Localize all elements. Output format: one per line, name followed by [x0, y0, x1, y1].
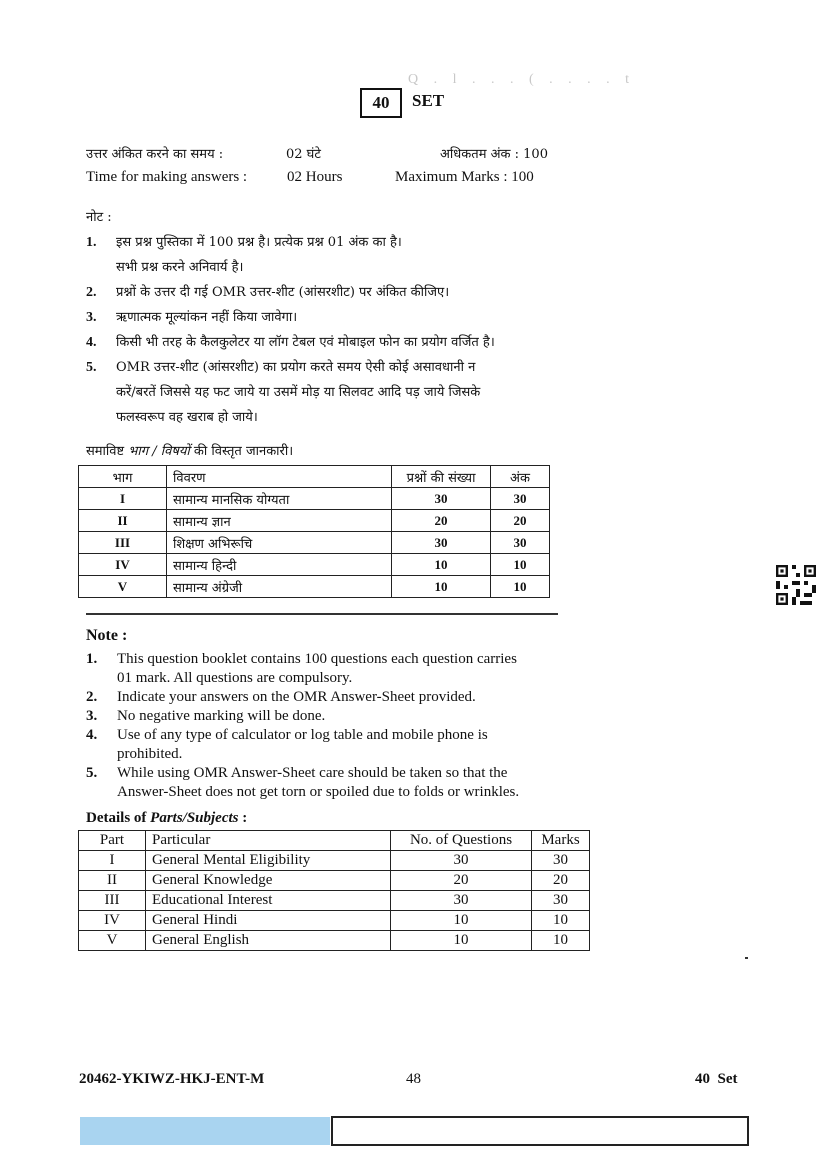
notes-list-en: [86, 650, 576, 802]
table-header: विवरण: [167, 466, 392, 488]
parts-table-en: [78, 830, 590, 951]
note-item-en: 3. No negative marking will be done.: [86, 708, 326, 724]
qr-code-icon: [776, 565, 816, 605]
table-row: II सामान्य ज्ञान 20 20: [79, 510, 550, 532]
paper-code: 20462-YKIWZ-HKJ-ENT-M: [79, 1071, 265, 1087]
faded-header-text: Q . l . . . ( . . . . t: [408, 72, 636, 87]
table-row: III Educational Interest 30 30: [79, 891, 590, 911]
note-item-en: 4. Use of any type of calculator or log table and mobile phone is: [86, 727, 488, 743]
note-item-en: 1. This question booklet contains 100 questions each question carries: [86, 651, 517, 667]
time-label-en: Time for making answers :: [86, 169, 248, 185]
note-item-hi: फलस्वरूप वह खराब हो जाये।: [116, 410, 258, 425]
footer-box: [331, 1116, 749, 1146]
footer-color-bar: [80, 1117, 330, 1145]
notes-title-hi: नोट :: [86, 210, 112, 225]
time-label-hi: उत्तर अंकित करने का समय :: [86, 147, 224, 162]
note-item-hi: 3. ऋणात्मक मूल्यांकन नहीं किया जावेगा।: [86, 310, 298, 325]
time-value-en: 02 Hours: [287, 169, 343, 185]
set-label: SET: [412, 91, 445, 110]
notes-list-hi: [86, 230, 586, 430]
note-item-hi: 4. किसी भी तरह के कैलकुलेटर या लॉग टेबल एवं मोबाइल फोन का प्रयोग वर्जित है।: [86, 335, 495, 350]
table-header: भाग: [79, 466, 167, 488]
note-item-en: Answer-Sheet does not get torn or spoiled due to folds or wrinkles.: [117, 784, 520, 800]
table-header: अंक: [491, 466, 550, 488]
table-header-row: [79, 831, 590, 851]
note-item-hi: 1. इस प्रश्न पुस्तिका में 100 प्रश्न है। प्रत्येक प्रश्न 01 अंक का है।: [86, 235, 402, 250]
section-divider: [86, 613, 558, 615]
page-number: 48: [406, 1071, 421, 1087]
table-row: I सामान्य मानसिक योग्यता 30 30: [79, 488, 550, 510]
details-heading-en: Details of Parts/Subjects :: [86, 810, 248, 826]
table-row: V सामान्य अंग्रेजी 10 10: [79, 576, 550, 598]
note-item-hi: 2. प्रश्नों के उत्तर दी गई OMR उत्तर-शीट (आंसरशीट) पर अंकित कीजिए।: [86, 285, 450, 300]
table-row: IV सामान्य हिन्दी 10 10: [79, 554, 550, 576]
note-item-en: 01 mark. All questions are compulsory.: [117, 670, 353, 686]
table-row: V General English 10 10: [79, 931, 590, 951]
table-row: I General Mental Eligibility 30 30: [79, 851, 590, 871]
note-item-hi: करें/बरतें जिससे यह फट जाये या उसमें मोड़ या सिलवट आदि पड़ जाये जिसके: [116, 385, 481, 400]
parts-table-hi: [78, 465, 550, 598]
note-item-hi: सभी प्रश्न करने अनिवार्य है।: [116, 260, 244, 275]
notes-title-en: Note :: [86, 627, 128, 644]
table-row: II General Knowledge 20 20: [79, 871, 590, 891]
time-value-hi: 02 घंटे: [286, 147, 321, 162]
set-number-box: 40: [360, 88, 402, 118]
details-heading-hi: समाविष्ट भाग / विषयों की विस्तृत जानकारी।: [86, 444, 294, 459]
table-header: Particular: [146, 831, 391, 851]
note-item-en: 2. Indicate your answers on the OMR Answer-Sheet provided.: [86, 689, 476, 705]
table-header-row: [79, 466, 550, 488]
table-row: III शिक्षण अभिरूचि 30 30: [79, 532, 550, 554]
marks-label-hi: अधिकतम अंक : 100: [440, 147, 548, 162]
stray-mark: [745, 957, 748, 959]
note-item-en: 5. While using OMR Answer-Sheet care should be taken so that the: [86, 765, 508, 781]
table-header: प्रश्नों की संख्या: [392, 466, 491, 488]
table-header: No. of Questions: [391, 831, 532, 851]
table-header: Marks: [532, 831, 590, 851]
table-row: IV General Hindi 10 10: [79, 911, 590, 931]
footer-set: 40 Set: [695, 1071, 738, 1087]
note-item-hi: 5. OMR उत्तर-शीट (आंसरशीट) का प्रयोग करते समय ऐसी कोई असावधानी न: [86, 360, 476, 375]
note-item-en: prohibited.: [117, 746, 183, 762]
table-header: Part: [79, 831, 146, 851]
marks-label-en: Maximum Marks : 100: [395, 169, 534, 185]
